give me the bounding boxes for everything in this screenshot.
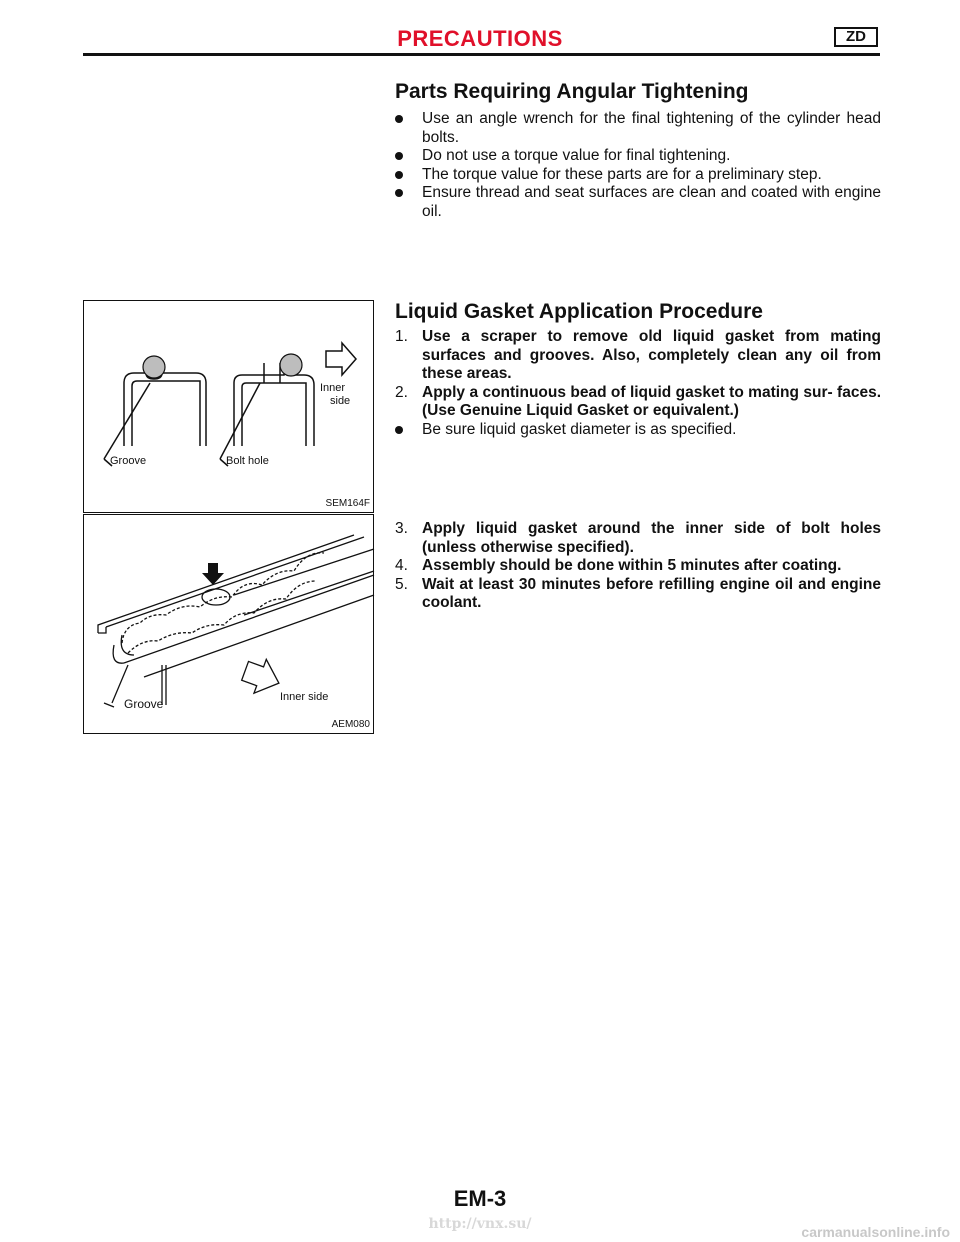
- step-item: 4. Assembly should be done within 5 minutes after coating.: [395, 557, 842, 574]
- model-badge: ZD: [834, 27, 878, 47]
- figure-code: AEM080: [331, 719, 370, 730]
- bullet-icon: [395, 110, 422, 123]
- bullet-icon: [395, 421, 422, 434]
- page-header-title: PRECAUTIONS: [397, 26, 563, 51]
- step-number: 5.: [395, 575, 408, 593]
- label-inner-side: Inner side: [280, 691, 329, 703]
- angular-tightening-list: [395, 110, 881, 221]
- liquid-gasket-steps-b: [395, 520, 881, 613]
- bullet-icon: [395, 184, 422, 197]
- list-item: The torque value for these parts are for a preliminary step.: [395, 166, 881, 185]
- figure-groove-bolt-hole: [83, 300, 374, 513]
- label-side: side: [330, 395, 351, 407]
- bullet-icon: [395, 147, 422, 160]
- list-item: Do not use a torque value for final tightening.: [395, 147, 881, 166]
- section-title-angular-tightening: Parts Requiring Angular Tightening: [395, 80, 749, 103]
- list-item: Use an angle wrench for the final tightening of the cylinder head bolts.: [395, 110, 881, 147]
- gasket-bead-diagram: [84, 515, 375, 735]
- bullet-icon: [395, 166, 422, 179]
- label-groove: Groove: [124, 697, 164, 711]
- header-divider: [83, 53, 880, 56]
- step-number: 2.: [395, 383, 408, 401]
- site-watermark: carmanualsonline.info: [801, 1224, 950, 1240]
- label-inner: Inner: [320, 382, 346, 394]
- step-item: 1. Use a scraper to remove old liquid gasket from mating surfaces and grooves. Also, completely clean any oil from these areas.: [395, 328, 881, 382]
- step-item: 5. Wait at least 30 minutes before refilling engine oil and engine coolant.: [395, 575, 881, 611]
- label-bolt-hole: Bolt hole: [226, 455, 269, 467]
- section-title-liquid-gasket: Liquid Gasket Application Procedure: [395, 300, 763, 323]
- source-url-link[interactable]: http://vnx.su/: [428, 1216, 532, 1232]
- groove-diagram: [84, 301, 375, 514]
- list-item: Be sure liquid gasket diameter is as specified.: [395, 421, 881, 440]
- page-number: EM-3: [453, 1186, 507, 1211]
- liquid-gasket-steps-a: [395, 328, 881, 439]
- step-number: 4.: [395, 557, 408, 574]
- figure-code: SEM164F: [325, 498, 370, 509]
- label-groove: Groove: [110, 455, 147, 467]
- step-item: 3. Apply liquid gasket around the inner side of bolt holes (unless otherwise specified).: [395, 520, 881, 556]
- step-number: 3.: [395, 520, 408, 537]
- figure-gasket-bead: [83, 514, 374, 734]
- step-number: 1.: [395, 328, 408, 345]
- list-item: Ensure thread and seat surfaces are clean and coated with engine oil.: [395, 184, 881, 221]
- step-item: 2. Apply a continuous bead of liquid gasket to mating sur- faces. (Use Genuine Liquid Gasket or equivalent.): [395, 383, 881, 419]
